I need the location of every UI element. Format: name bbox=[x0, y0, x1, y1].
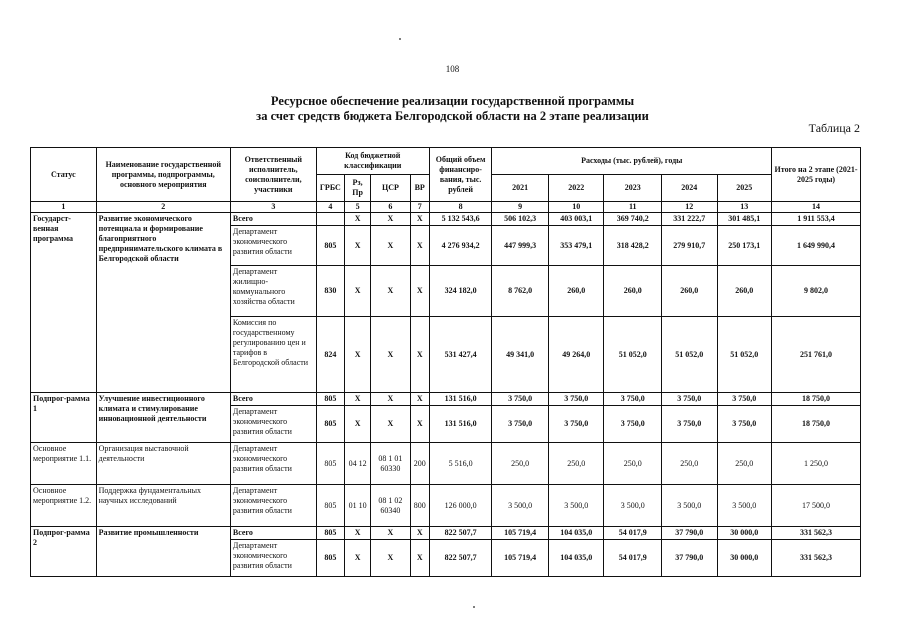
resource-table bbox=[30, 147, 861, 577]
year-2021-cell: 105 719,4 bbox=[492, 527, 549, 540]
header-rzpr: Рз, Пр bbox=[344, 175, 370, 202]
year-2023-cell: 260,0 bbox=[604, 266, 662, 317]
responsible-cell: Департамент экономического развития области bbox=[230, 406, 316, 443]
rzpr-cell: Х bbox=[344, 226, 370, 266]
stage-total-cell: 331 562,3 bbox=[772, 527, 861, 540]
year-2025-cell: 51 052,0 bbox=[717, 317, 772, 393]
year-2025-cell: 250 173,1 bbox=[717, 226, 772, 266]
column-number: 12 bbox=[662, 202, 718, 213]
program-name-cell: Развитие экономического потенциала и формирование благоприятного предпринимательского климата в Белгородской области bbox=[96, 213, 230, 393]
header-name: Наименование государственной программы, подпрограммы, основного мероприятия bbox=[96, 148, 230, 202]
column-number: 1 bbox=[31, 202, 97, 213]
header-responsible: Ответственный исполнитель, соисполнители, участники bbox=[230, 148, 316, 202]
grbs-cell: 805 bbox=[316, 540, 344, 577]
stage-total-cell: 1 649 990,4 bbox=[772, 226, 861, 266]
column-number: 3 bbox=[230, 202, 316, 213]
year-2024-cell: 250,0 bbox=[662, 443, 718, 485]
year-2023-cell: 3 750,0 bbox=[604, 393, 662, 406]
year-2021-cell: 250,0 bbox=[492, 443, 549, 485]
year-2022-cell: 260,0 bbox=[548, 266, 604, 317]
column-number: 14 bbox=[772, 202, 861, 213]
year-2023-cell: 369 740,2 bbox=[604, 213, 662, 226]
vr-cell: Х bbox=[410, 226, 429, 266]
vr-cell: Х bbox=[410, 540, 429, 577]
stage-total-cell: 1 911 553,4 bbox=[772, 213, 861, 226]
csr-cell: Х bbox=[371, 226, 410, 266]
year-2024-cell: 3 750,0 bbox=[662, 393, 718, 406]
scan-speck bbox=[473, 606, 475, 608]
responsible-cell: Всего bbox=[230, 527, 316, 540]
column-number: 10 bbox=[548, 202, 604, 213]
responsible-cell: Департамент экономического развития области bbox=[230, 443, 316, 485]
column-number: 7 bbox=[410, 202, 429, 213]
stage-total-cell: 18 750,0 bbox=[772, 393, 861, 406]
total-cell: 5 132 543,6 bbox=[429, 213, 492, 226]
year-2022-cell: 3 750,0 bbox=[548, 393, 604, 406]
csr-cell: Х bbox=[371, 527, 410, 540]
csr-cell: 08 1 02 60340 bbox=[371, 485, 410, 527]
rzpr-cell: Х bbox=[344, 266, 370, 317]
header-stage-total: Итого на 2 этапе (2021-2025 годы) bbox=[772, 148, 861, 202]
grbs-cell: 805 bbox=[316, 406, 344, 443]
total-cell: 324 182,0 bbox=[429, 266, 492, 317]
title-line-2: за счет средств бюджета Белгородской области на 2 этапе реализации bbox=[256, 109, 649, 123]
rzpr-cell: Х bbox=[344, 393, 370, 406]
column-number: 2 bbox=[96, 202, 230, 213]
header-budget-code: Код бюджетной классификации bbox=[316, 148, 429, 175]
year-2022-cell: 49 264,0 bbox=[548, 317, 604, 393]
vr-cell: Х bbox=[410, 317, 429, 393]
rzpr-cell: Х bbox=[344, 317, 370, 393]
year-2024-cell: 37 790,0 bbox=[662, 527, 718, 540]
vr-cell: Х bbox=[410, 213, 429, 226]
total-cell: 5 516,0 bbox=[429, 443, 492, 485]
year-2025-cell: 250,0 bbox=[717, 443, 772, 485]
grbs-cell: 805 bbox=[316, 527, 344, 540]
rzpr-cell: 04 12 bbox=[344, 443, 370, 485]
column-number: 4 bbox=[316, 202, 344, 213]
total-cell: 822 507,7 bbox=[429, 527, 492, 540]
year-2022-cell: 104 035,0 bbox=[548, 540, 604, 577]
grbs-cell bbox=[316, 213, 344, 226]
stage-total-cell: 251 761,0 bbox=[772, 317, 861, 393]
rzpr-cell: 01 10 bbox=[344, 485, 370, 527]
page-number: 108 bbox=[445, 64, 460, 74]
year-2023-cell: 318 428,2 bbox=[604, 226, 662, 266]
year-2024-cell: 331 222,7 bbox=[662, 213, 718, 226]
year-2022-cell: 353 479,1 bbox=[548, 226, 604, 266]
responsible-cell: Комиссия по государственному регулированию цен и тарифов в Белгородской области bbox=[230, 317, 316, 393]
stage-total-cell: 1 250,0 bbox=[772, 443, 861, 485]
year-2022-cell: 104 035,0 bbox=[548, 527, 604, 540]
responsible-cell: Департамент экономического развития области bbox=[230, 540, 316, 577]
column-number: 6 bbox=[371, 202, 410, 213]
rzpr-cell: Х bbox=[344, 406, 370, 443]
year-2021-cell: 3 500,0 bbox=[492, 485, 549, 527]
year-2022-cell: 3 500,0 bbox=[548, 485, 604, 527]
year-2025-cell: 30 000,0 bbox=[717, 540, 772, 577]
year-2024-cell: 3 500,0 bbox=[662, 485, 718, 527]
program-name-cell: Поддержка фундаментальных научных исследований bbox=[96, 485, 230, 527]
vr-cell: 800 bbox=[410, 485, 429, 527]
column-number: 9 bbox=[492, 202, 549, 213]
status-cell: Государст-венная программа bbox=[31, 213, 97, 393]
stage-total-cell: 18 750,0 bbox=[772, 406, 861, 443]
header-expenses: Расходы (тыс. рублей), годы bbox=[492, 148, 772, 175]
grbs-cell: 805 bbox=[316, 226, 344, 266]
program-name-cell: Улучшение инвестиционного климата и стимулирование инновационной деятельности bbox=[96, 393, 230, 443]
grbs-cell: 805 bbox=[316, 443, 344, 485]
table-label: Таблица 2 bbox=[808, 121, 860, 135]
grbs-cell: 824 bbox=[316, 317, 344, 393]
responsible-cell: Департамент экономического развития области bbox=[230, 226, 316, 266]
year-2022-cell: 403 003,1 bbox=[548, 213, 604, 226]
csr-cell: Х bbox=[371, 393, 410, 406]
table-row bbox=[31, 393, 861, 406]
total-cell: 131 516,0 bbox=[429, 393, 492, 406]
rzpr-cell: Х bbox=[344, 540, 370, 577]
column-number-row bbox=[31, 202, 861, 213]
responsible-cell: Департамент экономического развития области bbox=[230, 485, 316, 527]
total-cell: 131 516,0 bbox=[429, 406, 492, 443]
responsible-cell: Всего bbox=[230, 213, 316, 226]
total-cell: 822 507,7 bbox=[429, 540, 492, 577]
year-2025-cell: 260,0 bbox=[717, 266, 772, 317]
stage-total-cell: 331 562,3 bbox=[772, 540, 861, 577]
column-number: 13 bbox=[717, 202, 772, 213]
column-number: 11 bbox=[604, 202, 662, 213]
column-number: 8 bbox=[429, 202, 492, 213]
year-2023-cell: 3 750,0 bbox=[604, 406, 662, 443]
header-year-2025: 2025 bbox=[717, 175, 772, 202]
year-2024-cell: 51 052,0 bbox=[662, 317, 718, 393]
table-row bbox=[31, 527, 861, 540]
year-2025-cell: 3 750,0 bbox=[717, 406, 772, 443]
year-2023-cell: 54 017,9 bbox=[604, 527, 662, 540]
year-2025-cell: 3 500,0 bbox=[717, 485, 772, 527]
year-2022-cell: 250,0 bbox=[548, 443, 604, 485]
header-year-2022: 2022 bbox=[548, 175, 604, 202]
year-2024-cell: 3 750,0 bbox=[662, 406, 718, 443]
header-year-2024: 2024 bbox=[662, 175, 718, 202]
scan-speck bbox=[399, 38, 401, 40]
status-cell: Основное мероприятие 1.1. bbox=[31, 443, 97, 485]
rzpr-cell: Х bbox=[344, 527, 370, 540]
header-vr: ВР bbox=[410, 175, 429, 202]
page-title bbox=[0, 94, 905, 124]
year-2021-cell: 3 750,0 bbox=[492, 393, 549, 406]
year-2023-cell: 3 500,0 bbox=[604, 485, 662, 527]
table-row bbox=[31, 213, 861, 226]
year-2025-cell: 301 485,1 bbox=[717, 213, 772, 226]
stage-total-cell: 17 500,0 bbox=[772, 485, 861, 527]
csr-cell: 08 1 01 60330 bbox=[371, 443, 410, 485]
grbs-cell: 830 bbox=[316, 266, 344, 317]
year-2023-cell: 250,0 bbox=[604, 443, 662, 485]
total-cell: 4 276 934,2 bbox=[429, 226, 492, 266]
year-2023-cell: 54 017,9 bbox=[604, 540, 662, 577]
vr-cell: Х bbox=[410, 406, 429, 443]
year-2021-cell: 447 999,3 bbox=[492, 226, 549, 266]
status-cell: Подпрог-рамма 2 bbox=[31, 527, 97, 577]
table-row bbox=[31, 443, 861, 485]
total-cell: 126 000,0 bbox=[429, 485, 492, 527]
grbs-cell: 805 bbox=[316, 393, 344, 406]
grbs-cell: 805 bbox=[316, 485, 344, 527]
year-2024-cell: 279 910,7 bbox=[662, 226, 718, 266]
header-total: Общий объем финансиро-вания, тыс. рублей bbox=[429, 148, 492, 202]
vr-cell: Х bbox=[410, 393, 429, 406]
header-status: Статус bbox=[31, 148, 97, 202]
title-line-1: Ресурсное обеспечение реализации государственной программы bbox=[270, 94, 635, 108]
year-2022-cell: 3 750,0 bbox=[548, 406, 604, 443]
year-2021-cell: 506 102,3 bbox=[492, 213, 549, 226]
vr-cell: 200 bbox=[410, 443, 429, 485]
year-2024-cell: 260,0 bbox=[662, 266, 718, 317]
header-year-2021: 2021 bbox=[492, 175, 549, 202]
vr-cell: Х bbox=[410, 266, 429, 317]
year-2021-cell: 49 341,0 bbox=[492, 317, 549, 393]
csr-cell: Х bbox=[371, 406, 410, 443]
year-2025-cell: 3 750,0 bbox=[717, 393, 772, 406]
year-2025-cell: 30 000,0 bbox=[717, 527, 772, 540]
header-csr: ЦСР bbox=[371, 175, 410, 202]
column-number: 5 bbox=[344, 202, 370, 213]
header-grbs: ГРБС bbox=[316, 175, 344, 202]
responsible-cell: Департамент жилищно-коммунального хозяйства области bbox=[230, 266, 316, 317]
vr-cell: Х bbox=[410, 527, 429, 540]
header-year-2023: 2023 bbox=[604, 175, 662, 202]
csr-cell: Х bbox=[371, 266, 410, 317]
table-body bbox=[31, 202, 861, 577]
csr-cell: Х bbox=[371, 317, 410, 393]
rzpr-cell: Х bbox=[344, 213, 370, 226]
year-2021-cell: 3 750,0 bbox=[492, 406, 549, 443]
year-2021-cell: 105 719,4 bbox=[492, 540, 549, 577]
csr-cell: Х bbox=[371, 540, 410, 577]
total-cell: 531 427,4 bbox=[429, 317, 492, 393]
stage-total-cell: 9 802,0 bbox=[772, 266, 861, 317]
program-name-cell: Развитие промышленности bbox=[96, 527, 230, 577]
status-cell: Подпрог-рамма 1 bbox=[31, 393, 97, 443]
responsible-cell: Всего bbox=[230, 393, 316, 406]
table-row bbox=[31, 485, 861, 527]
program-name-cell: Организация выставочной деятельности bbox=[96, 443, 230, 485]
year-2023-cell: 51 052,0 bbox=[604, 317, 662, 393]
csr-cell: Х bbox=[371, 213, 410, 226]
status-cell: Основное мероприятие 1.2. bbox=[31, 485, 97, 527]
year-2021-cell: 8 762,0 bbox=[492, 266, 549, 317]
year-2024-cell: 37 790,0 bbox=[662, 540, 718, 577]
